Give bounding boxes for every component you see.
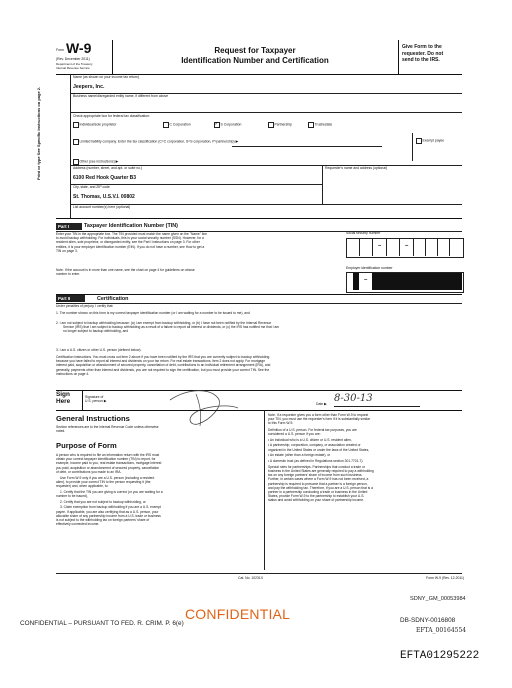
give-form-line-3: send to the IRS. [402,57,440,63]
checkbox-individual[interactable] [73,122,79,128]
form-title-line-2: Identification Number and Certification [181,56,329,65]
part1-note-2: number to enter. [56,272,81,277]
right-line-7: • A partnership, corporation, company, or association created or [268,443,361,448]
city-label: City, state, and ZIP code [73,185,110,189]
option-trust[interactable] [308,122,332,128]
form-revision: (Rev. December 2011) [56,57,90,61]
form-number: W-9 [66,40,92,56]
certification-item-3: 3. I am a U.S. citizen or other U.S. person (defined below). [56,348,142,352]
right-line-19: status and avoid withholding on your share of partnership income. [268,498,365,503]
right-line-5: considered a U.S. person if you are: [268,431,321,436]
side-label-divider [70,74,71,218]
right-line-6: • An individual who is a U.S. citizen or U.S. resident alien, [268,437,352,442]
right-column-text [268,413,464,503]
right-line-9: • An estate (other than a foreign estate), or [268,453,331,458]
purpose-line-14: allocable share of any partnership income from a U.S. trade or business [56,513,161,518]
right-line-3: to this Form W-9. [268,421,294,426]
option-c-corp-label: C Corporation [169,122,191,127]
checkbox-c-corp[interactable] [163,122,169,128]
ssn-cell-1 [359,238,360,256]
purpose-line-13: payee. If applicable, you are also certifying that as a U.S. person, your [56,509,159,514]
certification-instructions-1: Certification instructions. You must cross out item 2 above if you have been notified by the IRS that you are currently subject to backup withholding [56,355,270,359]
requester-divider [322,165,323,205]
ssn-cell-4 [399,238,400,256]
department-line-2: Internal Revenue Service [56,66,90,70]
option-s-corp[interactable] [214,122,241,128]
ssn-label: Social security number [346,231,381,235]
llc-entry-line [232,146,382,147]
section-references-2: noted. [56,429,66,434]
right-line-17: partner in a partnership conducting a trade or business in the United [268,490,368,494]
right-line-18: States, provide Form W-9 to the partnership to establish your U.S. [268,494,365,499]
certification-instructions-2: because you have failed to report all interest and dividends on your tax return. For real estate transactions, item 2 does not apply. For mortgage [56,359,266,364]
right-line-12: business in the United States are generally required to pay a withholding [268,468,374,473]
efta-large-number: EFTA01295222 [400,650,480,662]
give-form-line-1: Give Form to the [402,44,442,50]
name-field[interactable]: Jeepers, Inc. [73,84,105,90]
part1-title: Taxpayer Identification Number (TIN) [84,223,178,229]
certification-instructions-3: interest paid, acquisition or abandonment of secured property, cancellation of debt, contributions to an individual retirement arrangement (IRA), and [56,363,271,368]
signature-label-1: Signature of [85,395,104,399]
ssn-cell-5 [413,238,414,256]
right-line-16: and pay the withholding tax. Therefore, if you are a U.S. person that is a [268,485,373,490]
classification-label: Check appropriate box for federal tax classification: [73,114,150,118]
purpose-line-16: effectively connected income. [56,522,100,527]
part1-text-5: TIN on page 3. [56,248,78,253]
part2-badge: Part II [56,295,85,302]
address-label: Address (number, street, and apt. or suite no.) [73,166,143,170]
part1-note [56,268,338,276]
purpose-line-8: requester) and, when applicable, to: [56,484,109,489]
department-line-1: Department of the Treasury [56,62,93,66]
purpose-line-12: 3. Claim exemption from backup withholding if you are a U.S. exempt [60,505,161,510]
purpose-line-10: number to be issued), [56,493,88,498]
header-divider-right [398,40,399,74]
ein-redaction-1 [353,273,359,290]
sign-divider [82,390,83,410]
option-c-corp[interactable] [163,122,191,128]
certification-item-2b: Service (IRS) that I am subject to backup withholding as a result of a failure to report all interest or dividends, or (c) the IRS has notified me that I am [63,325,280,330]
checkbox-other[interactable] [73,159,79,165]
option-exempt-payee[interactable] [416,138,444,144]
certification-intro: Under penalties of perjury, I certify that: [56,304,114,308]
exempt-divider [412,133,413,161]
ssn-cell-3 [386,238,387,256]
purpose-line-15: is not subject to the withholding tax on foreign partners' share of [56,518,150,523]
certification-item-2 [56,321,462,334]
sign-here-label [56,391,70,405]
purpose-line-7: alien), to provide your correct TIN to the person requesting it (the [56,479,151,484]
part1-bottom-rule [56,294,462,295]
ein-redaction-2 [372,273,462,290]
requester-label: Requester's name and address (optional) [325,166,388,170]
certification-instructions [56,355,462,376]
here-label: Here [56,398,71,406]
option-exempt-payee-label: Exempt payee [422,138,445,143]
purpose-line-3: example, income paid to you, real estate transactions, mortgage interest [56,461,162,466]
checkbox-trust[interactable] [308,122,314,128]
confidential-stamp: CONFIDENTIAL [185,606,291,622]
form-rev-footer: Form W-9 (Rev. 12-2011) [426,576,465,580]
certification-instructions-4: generally, payments other than interest and dividends, you are not required to sign the certification, but you must provide your correct TIN. See the [56,367,270,372]
right-line-8: organized in the United States or under the laws of the United States, [268,447,370,452]
general-instructions-heading: General Instructions [56,414,130,423]
certification-item-2a: 2. I am not subject to backup withholding because: (a) I am exempt from backup withholding, or (b) I have not been notified by the Internal Revenue [56,321,272,325]
option-s-corp-label: S Corporation [220,122,242,127]
efta-small-number: EFTA_00164554 [416,627,467,634]
business-name-label: Business name/disregarded entity name, if different from above [73,94,169,98]
part2-title: Certification [97,296,129,302]
purpose-text [56,453,262,527]
ssn-cell-6 [425,238,426,256]
certification-item-2c: no longer subject to backup withholding, and [63,329,129,334]
right-line-15: partnership is required to presume that a partner is a foreign person, [268,481,368,486]
cat-number: Cat. No. 10231X [238,576,264,580]
option-partnership-label: Partnership [274,122,292,127]
purpose-heading: Purpose of Form [56,441,117,450]
date-label: Date ▶ [316,402,327,406]
date-line [334,406,420,407]
form-footer-rule [56,573,462,574]
purpose-line-4: you paid, acquisition or abandonment of secured property, cancellation [56,465,160,470]
right-line-13: tax on any foreign partners' share of income from such business. [268,473,363,478]
section-references [56,425,262,433]
part1-text-3: resident alien, sole proprietor, or disregarded entity, see the Part I instructions on page 3. For other [56,240,200,245]
rule-6 [56,218,462,219]
part1-text-2: to avoid backup withholding. For individuals, this is your social security number (SSN). However, for a [56,236,204,241]
certification-item-1: 1. The number shown on this form is my correct taxpayer identification number (or I am waiting for a number to be issued to me), and [56,311,250,315]
right-line-1: Note. If a requester gives you a form other than Form W-9 to request [268,413,369,417]
give-form-note [402,44,443,64]
section-references-1: Section references are to the Internal Revenue Code unless otherwise [56,425,159,429]
address-field[interactable]: 6100 Red Hook Quarter B3 [73,175,137,181]
sign-label: Sign [56,391,70,398]
signature-label [85,395,106,404]
business-name-field[interactable] [73,100,453,112]
option-llc[interactable] [73,139,238,145]
signature-field[interactable] [110,392,310,410]
db-sdny-number: DB-SDNY-0016808 [400,617,456,624]
sign-bottom-rule [56,410,462,411]
ssn-dash-2: – [405,243,409,249]
column-divider [264,410,265,570]
ssn-dash-1: – [378,243,382,249]
option-trust-label: Trust/estate [314,122,333,127]
side-instructions-label: Print or type See Specific Instructions on page 2. [36,86,41,180]
checkbox-s-corp-checked[interactable] [214,122,220,128]
option-individual-label: Individual/sole proprietor [79,122,117,127]
purpose-line-1: A person who is required to file an information return with the IRS must [56,453,160,457]
option-partnership[interactable] [268,122,292,128]
ssn-cell-7 [437,238,438,256]
ein-dash: – [364,277,368,283]
date-field[interactable]: 8-30-13 [334,393,373,404]
option-llc-label: Limited liability company. Enter the tax classification (C=C corporation, S=S corporation, P=partnership) ▶ [79,139,239,144]
part1-text-1: Enter your TIN in the appropriate box. The TIN provided must match the name given on the "Name" line [56,232,207,236]
ssn-cell-2 [372,238,373,256]
ssn-cell-8 [449,238,450,256]
purpose-line-9: 1. Certify that the TIN you are giving is correct (or you are waiting for a [60,489,163,494]
part1-text-4: entities, it is your employer identification number (EIN). If you do not have a number, see How to get a [56,244,205,249]
certification-instructions-5: instructions on page 4. [56,371,90,376]
signature-label-2: U.S. person ▶ [85,399,107,404]
form-label: Form [56,48,64,52]
option-individual[interactable] [73,122,116,128]
option-other[interactable] [73,159,118,165]
ein-label: Employer identification number [346,266,393,270]
part1-note-1: Note. If the account is in more than one name, see the chart on page 4 for guidelines on whose [56,268,195,272]
right-line-14: Further, in certain cases where a Form W-9 has not been received, a [268,477,369,482]
purpose-line-5: of debt, or contributions you made to an IRA. [56,469,122,474]
right-line-10: • A domestic trust (as defined in Regulations section 301.7701-7). [268,458,364,463]
right-line-4: Definition of a U.S. person. For federal tax purposes, you are [268,427,357,432]
option-other-label: Other (see instructions) ▶ [79,159,119,164]
part1-badge: Part I [56,223,82,230]
purpose-line-6: Use Form W-9 only if you are a U.S. person (including a resident [60,475,155,480]
part1-instructions [56,232,338,253]
form-title-line-1: Request for Taxpayer [214,46,296,55]
name-label: Name (as shown on your income tax return) [73,75,139,79]
confidential-notice: CONFIDENTIAL – PURSUANT TO FED. R. CRIM. P. 6(e) [20,620,184,627]
rule-2 [70,112,462,113]
purpose-line-11: 2. Certify that you are not subject to backup withholding, or [60,499,146,504]
checkbox-exempt-payee[interactable] [416,138,422,144]
account-label: List account number(s) here (optional) [73,205,131,209]
city-field[interactable]: St. Thomas, U.S.V.I. 00802 [73,194,135,200]
checkbox-llc[interactable] [73,139,79,145]
sdny-gm-number: SDNY_GM_00053984 [410,596,466,602]
right-line-2: your TIN, you must use the requester's form if it is substantially similar [268,417,371,422]
checkbox-partnership[interactable] [268,122,274,128]
purpose-line-2: obtain your correct taxpayer identification number (TIN) to report, for [56,457,156,462]
right-line-11: Special rules for partnerships. Partnerships that conduct a trade or [268,464,365,469]
give-form-line-2: requester. Do not [402,50,444,57]
